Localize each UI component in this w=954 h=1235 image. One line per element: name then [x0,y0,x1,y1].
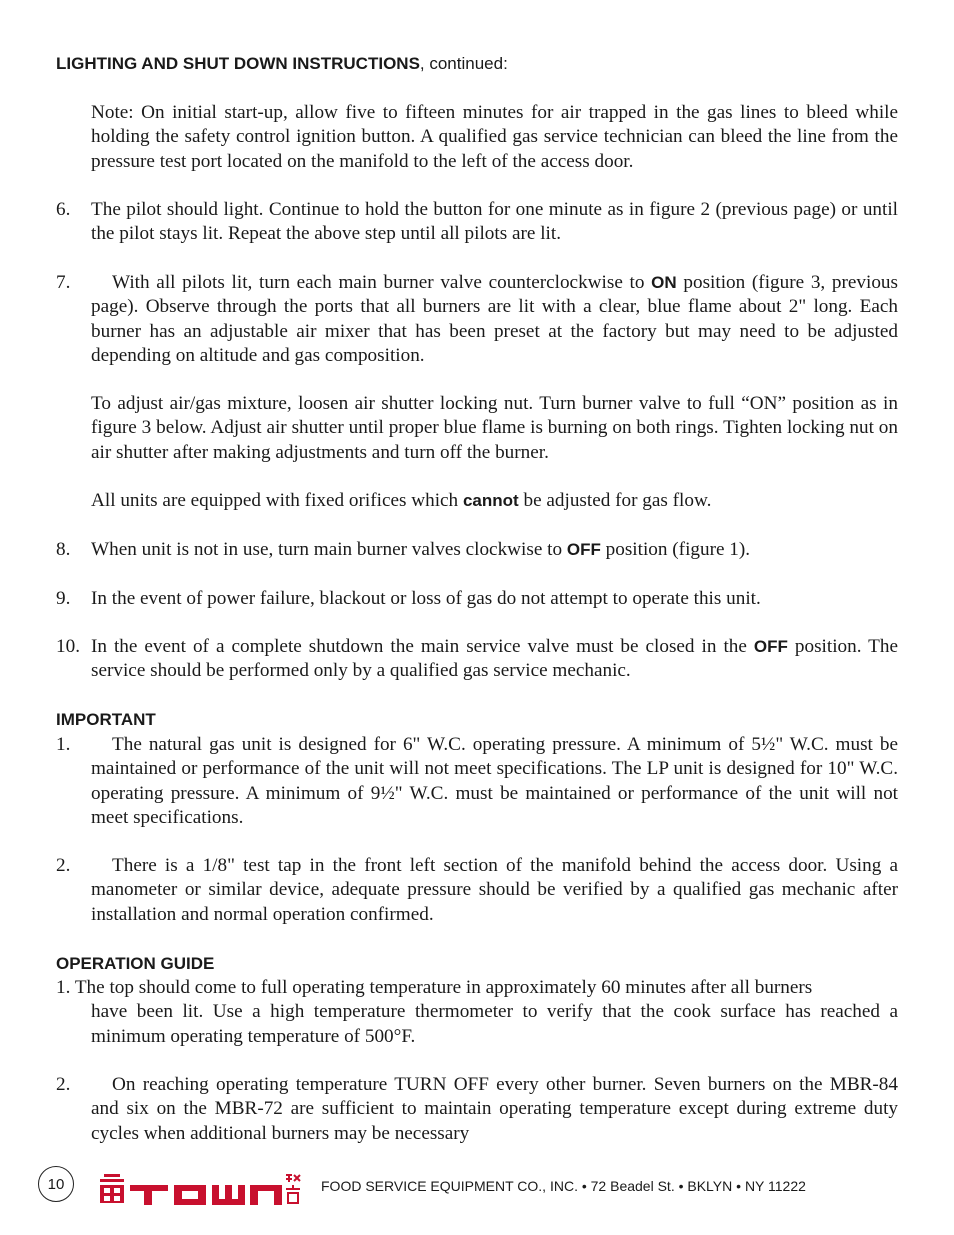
adjust-paragraph: To adjust air/gas mixture, loosen air shutter locking nut. Turn burner valve to full “ON” position as in figure 3 below. Adjust air shutter until proper blue flame is burning on both rings. Tighten locking nut on air shutter after making adjustments and turn off the burner. [91,393,898,463]
step-10-bold: OFF [753,637,788,656]
step-8-pre: When unit is not in use, turn main burner valves clockwise to [91,539,567,560]
orifices-post: be adjusted for gas flow. [518,490,712,511]
orifices-pre: All units are equipped with fixed orifices which [91,490,463,511]
note-paragraph: Note: On initial start-up, allow five to fifteen minutes for air trapped in the gas lines to bleed while holding the safety control ignition button. A qualified gas service technician can bleed the line from the pressure test port located on the manifold to the left of the access door. [91,102,898,172]
step-8-bold: OFF [566,540,601,559]
step-9-text: In the event of power failure, blackout or loss of gas do not attempt to operate this unit. [91,588,761,609]
step-7-bold: ON [651,273,677,292]
orifices-paragraph [91,489,898,513]
important-2-body: There is a 1/8" test tap in the front left section of the manifold behind the access door. Using a manometer or similar device, adequate pressure should be verified by a qualified gas mechanic after installation and normal operation confirmed. [91,855,898,925]
step-7-number: 7. [56,272,71,293]
heading-continued: , continued: [419,54,508,73]
operation-1-rest: have been lit. Use a high temperature thermometer to verify that the cook surface has reached a minimum operating temperature of 500°F. [91,1001,898,1047]
step-10-pre: In the event of a complete shutdown the main service valve must be closed in the [91,636,754,657]
step-8-text [91,538,898,562]
step-10-number: 10. [56,636,80,657]
operation-1-text [56,976,898,1049]
operation-2-number: 2. [56,1074,71,1095]
important-heading: IMPORTANT [56,710,156,729]
town-logo [98,1171,303,1212]
company-address: FOOD SERVICE EQUIPMENT CO., INC. • 72 Beadel St. • BKLYN • NY 11222 [321,1178,806,1194]
section-heading-lighting [56,52,508,76]
step-7-text [91,271,898,368]
page-number: 10 [38,1166,74,1202]
operation-2-text [91,1073,898,1146]
step-7-pre: With all pilots lit, turn each main burner valve counterclockwise to [112,272,652,293]
step-7-post: position (figure 3, previous page). Observe through the ports that all burners are lit with a clear, blue flame about 2" long. Each burner has an adjustable air mixer that has been preset at the factory but may need to be adjusted depending on altitude and gas composition. [91,272,898,366]
important-1-number: 1. [56,734,71,755]
step-8-post: position (figure 1). [600,539,751,560]
operation-1-first-line: 1. The top should come to full operating temperature in approximately 60 minutes after all burners [56,977,813,998]
important-2-number: 2. [56,855,71,876]
step-6-number: 6. [56,199,71,220]
important-2-text [91,854,898,927]
step-10-post: position. The service should be performed only by a qualified gas service mechanic. [91,636,899,682]
step-10-text [91,635,898,684]
town-logo-graphic [98,1171,303,1207]
operation-2-body: On reaching operating temperature TURN OFF every other burner. Seven burners on the MBR-84 and six on the MBR-72 are sufficient to maintain operating temperature except during extreme duty cycles when additional burners may be necessary [91,1074,898,1144]
important-1-text [91,733,898,830]
heading-title: LIGHTING AND SHUT DOWN INSTRUCTIONS [56,54,420,73]
orifices-bold: cannot [462,491,519,510]
step-6-text: The pilot should light. Continue to hold the button for one minute as in figure 2 (previous page) or until the pilot stays lit. Repeat the above step until all pilots are lit. [91,199,898,245]
important-1-body: The natural gas unit is designed for 6" W.C. operating pressure. A minimum of 5½" W.C. must be maintained or performance of the unit will not meet specifications. The LP unit is designed for 10" W.C. operating pressure. A minimum of 9½" W.C. must be maintained or performance of the unit will not meet specifications. [91,734,898,828]
step-9-number: 9. [56,588,71,609]
step-8-number: 8. [56,539,71,560]
operation-heading: OPERATION GUIDE [56,954,215,973]
